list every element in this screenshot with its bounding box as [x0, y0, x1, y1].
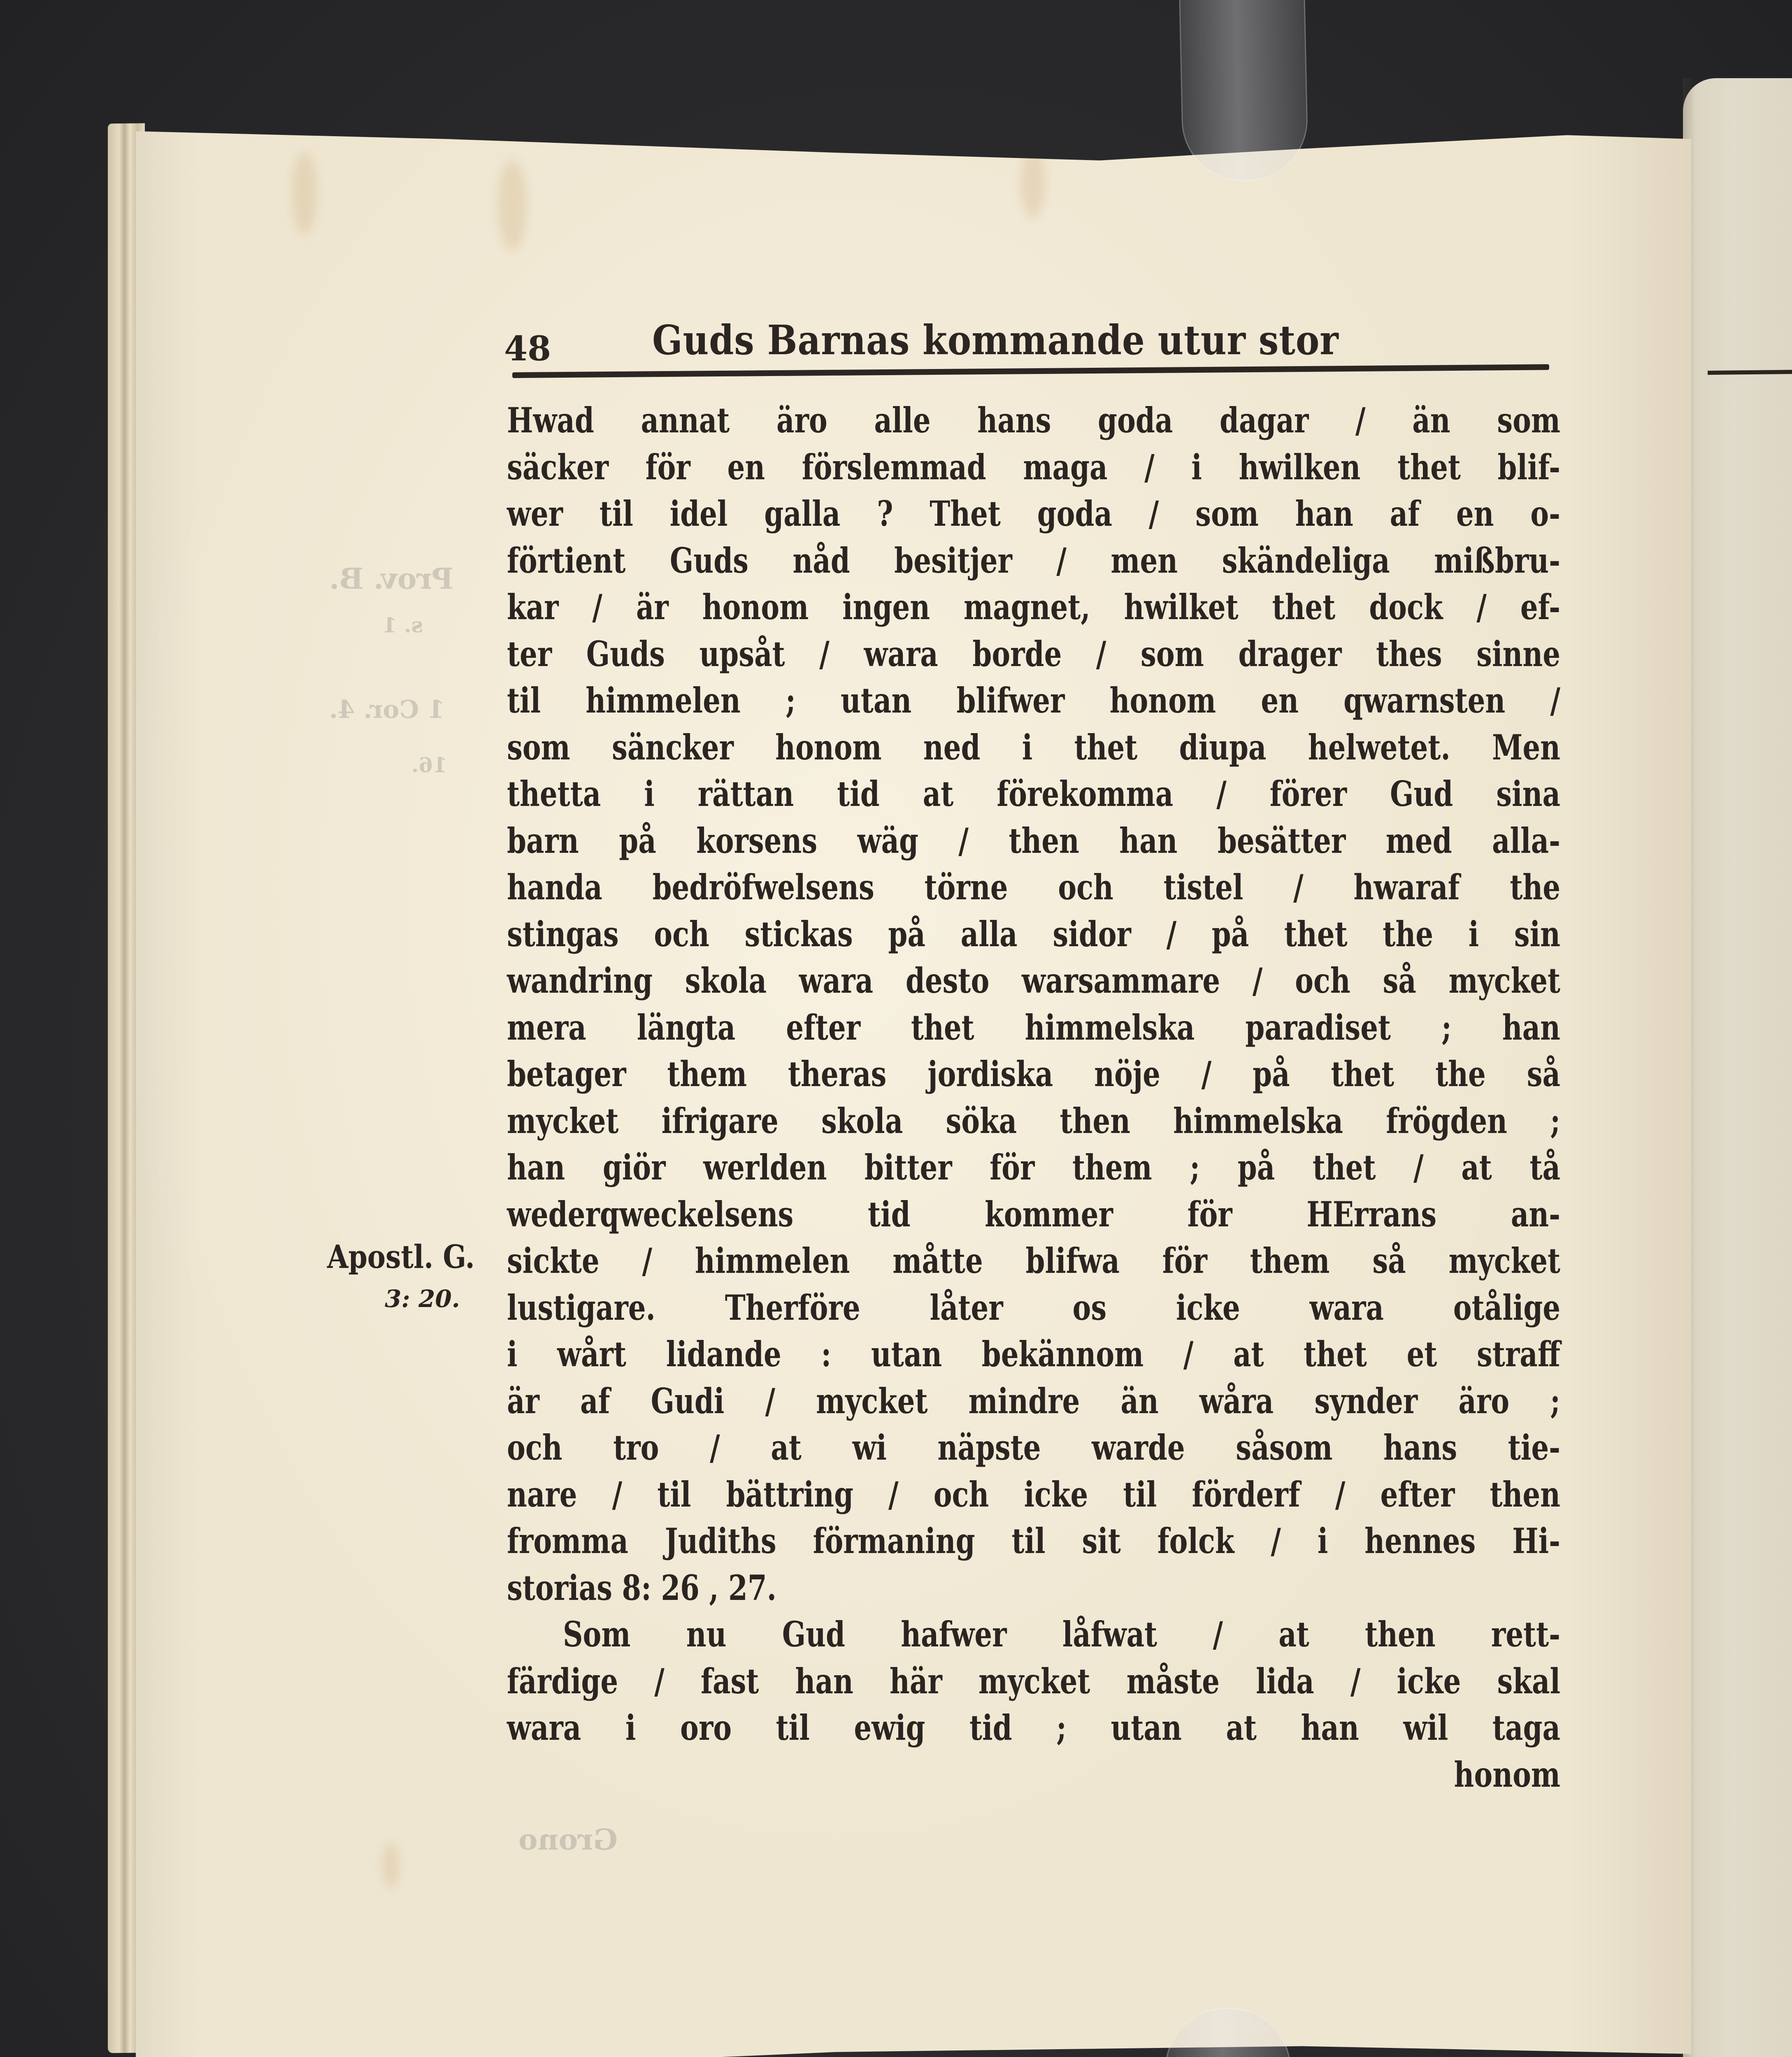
text-line: i wårt lidande : utan bekännom / at thet et straff: [507, 1334, 1560, 1374]
text-line: stingas och stickas på alla sidor / på thet the i sin: [507, 913, 1560, 954]
text-line: storias 8: 26 , 27.: [507, 1567, 776, 1608]
margin-note: [327, 1238, 501, 1313]
text-line: som säncker honom ned i thet diupa helwetet. Men: [507, 727, 1560, 768]
text-line: mycket ifrigare skola söka then himmelska frögden ;: [507, 1100, 1560, 1141]
body-text: [507, 397, 1560, 1798]
text-line: och tro / at wi näpste warde såsom hans tie-: [507, 1427, 1560, 1468]
text-line: handa bedröfwelsens törne och tistel / hwaraf the: [507, 867, 1560, 908]
bleed-through-mark: Prov. B.: [329, 562, 454, 596]
running-head-title: Guds Barnas kommande utur stor: [652, 317, 1339, 364]
text-line: Som nu Gud hafwer låfwat / at then rett-: [563, 1614, 1560, 1655]
bleed-through-mark: 1 Cor. 4.: [329, 695, 445, 724]
foxing-stain: [292, 152, 317, 234]
text-line: kar / är honom ingen magnet, hwilket thet dock / ef-: [507, 587, 1560, 627]
text-line: ter Guds upsåt / wara borde / som drager thes sinne: [507, 633, 1560, 674]
text-line: förtient Guds nåd besitjer / men skändeliga mißbru-: [507, 540, 1560, 581]
bleed-through-mark: s. 1: [383, 613, 423, 637]
bleed-through-mark: 16.: [411, 753, 447, 777]
text-line: är af Gudi / mycket mindre än wåra synder äro ;: [507, 1380, 1560, 1421]
margin-note-book: Apostl. G.: [327, 1238, 475, 1276]
foxing-stain: [383, 1843, 399, 1888]
text-line: barn på korsens wäg / then han besätter med alla-: [507, 820, 1560, 861]
text-line: til himmelen ; utan blifwer honom en qwarnsten /: [507, 680, 1560, 721]
text-line: fromma Judiths förmaning til sit folck / i hennes Hi-: [507, 1521, 1560, 1561]
facing-page: [1683, 78, 1792, 2057]
bleed-through-mark: Grono: [518, 1823, 618, 1857]
text-line: mera längta efter thet himmelska paradiset ; han: [507, 1007, 1560, 1048]
text-line: wederqweckelsens tid kommer för HErrans an-: [507, 1193, 1560, 1235]
text-line: färdige / fast han här mycket måste lida / icke skal: [507, 1660, 1560, 1702]
text-line: betager them theras jordiska nöje / på thet the så: [507, 1054, 1560, 1094]
text-line: wandring skola wara desto warsammare / och så mycket: [507, 960, 1560, 1001]
text-line: Hwad annat äro alle hans goda dagar / än som: [507, 400, 1560, 441]
page-number: 48: [504, 329, 551, 369]
facing-page-head-rule: [1708, 370, 1792, 375]
running-head: [504, 313, 1557, 369]
margin-note-verse: 3: 20.: [385, 1285, 460, 1313]
text-line: sickte / himmelen måtte blifwa för them så mycket: [507, 1240, 1560, 1281]
text-line: wara i oro til ewig tid ; utan at han wil taga: [507, 1707, 1560, 1748]
text-line: nare / til bättring / och icke til förderf / efter then: [507, 1474, 1560, 1515]
page-holder-clip-top: [1179, 0, 1309, 183]
foxing-stain: [498, 160, 527, 251]
catchword: honom: [1454, 1754, 1560, 1795]
text-line: säcker för en förslemmad maga / i hwilken thet blif-: [507, 446, 1560, 488]
text-line: wer til idel galla ? Thet goda / som han af en o-: [507, 493, 1560, 534]
text-line: lustigare. Therföre låter os icke wara otålige: [507, 1287, 1560, 1328]
text-line: han giör werlden bitter för them ; på thet / at tå: [507, 1147, 1560, 1188]
text-line: thetta i rättan tid at förekomma / förer Gud sina: [507, 773, 1560, 814]
